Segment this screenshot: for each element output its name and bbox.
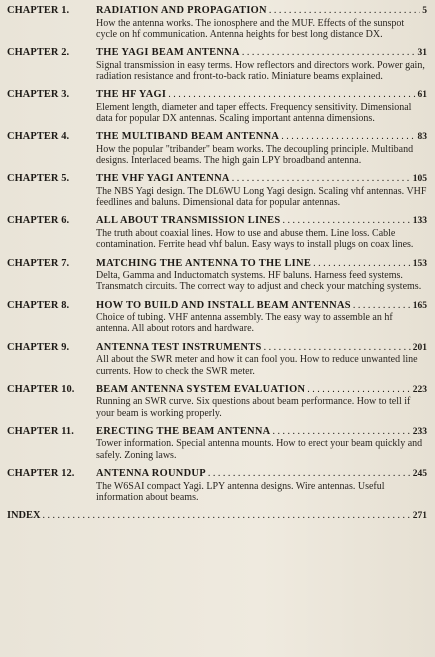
chapter-description: Signal transmission in easy terms. How reflectors and directors work. Power gain, radiation resistance and front-to-back ratio. Miniature beams explained. [96,59,425,82]
chapter-label: CHAPTER 1. [7,5,70,16]
index-label[interactable]: INDEX [7,510,41,522]
toc-entry[interactable] [7,426,427,461]
chapter-title[interactable]: MATCHING THE ANTENNA TO THE LINE [96,257,312,269]
chapter-label: CHAPTER 4. [7,131,70,143]
dot-leader [43,510,411,522]
chapter-title-line [96,47,427,59]
chapter-description: How the antenna works. The ionosphere and the MUF. Effects of the sunspot cycle on hf communication. Antenna heights for best long distance DX. [96,17,405,40]
chapter-title-line [96,215,427,227]
page-number: 133 [412,216,427,227]
toc-entry[interactable] [7,47,427,82]
toc-entry[interactable] [7,173,427,208]
page-number: 223 [412,384,427,395]
chapter-label: CHAPTER 7. [7,257,70,269]
chapter-body [96,342,427,377]
chapter-title[interactable]: RADIATION AND PROPAGATION [96,5,267,16]
chapter-title-line [96,5,427,17]
chapter-description: How the popular "tribander" beam works. The decoupling principle. Multiband designs. Interlaced beams. The high gain LPY broadband antenna. [96,143,414,167]
toc-entry[interactable] [7,384,427,419]
chapter-title-line [96,468,427,480]
chapter-label: CHAPTER 6. [7,215,70,227]
chapter-title[interactable]: THE HF YAGI [96,89,167,101]
chapter-body [96,47,427,82]
chapter-description: Choice of tubing. VHF antenna assembly. The easy way to assemble an hf antenna. All about rotors and hardware. [96,312,393,335]
toc-entry[interactable] [7,215,427,250]
chapter-label: CHAPTER 2. [7,47,70,59]
toc-entry[interactable] [7,258,427,293]
chapter-description: Element length, diameter and taper effects. Frequency sensitivity. Dimensional data for popular DX antennas. Scaling important antenna dimensions. [96,101,412,124]
dot-leader [269,5,420,17]
chapter-title[interactable]: ANTENNA ROUNDUP [96,468,206,480]
page-number: 245 [412,469,427,480]
chapter-body [96,5,427,40]
chapter-label: CHAPTER 3. [7,89,70,101]
dot-leader [272,426,410,438]
chapter-label: CHAPTER 10. [7,383,75,395]
chapter-body [96,89,427,124]
chapter-title[interactable]: ERECTING THE BEAM ANTENNA [96,425,271,437]
toc-entry[interactable] [7,5,427,40]
chapter-description: All about the SWR meter and how it can fool you. How to reduce unwanted line currents. How to check the SWR meter. [96,354,418,377]
chapter-body [96,131,427,166]
chapter-description: Running an SWR curve. Six questions about beam performance. How to tell if your beam is working properly. [96,396,411,419]
chapter-label: CHAPTER 5. [7,173,70,185]
chapter-description: The truth about coaxial lines. How to use and abuse them. Line loss. Cable contamination. Ferrite head vhf balun. Easy ways to install plugs on coax lines. [96,227,414,251]
page-number: 233 [412,426,427,437]
chapter-label: CHAPTER 8. [7,299,70,311]
chapter-title-line [96,426,427,438]
page-number: 165 [412,300,427,311]
toc-entry[interactable] [7,300,427,335]
chapter-description: Delta, Gamma and Inductomatch systems. HF baluns. Harness feed systems. Transmatch circuits. The correct way to adjust and check your matching systems. [96,270,422,293]
chapter-body [96,426,427,461]
index-entry[interactable] [7,510,427,522]
chapter-body [96,384,427,419]
toc-entry[interactable] [7,468,427,503]
chapter-title-line [96,300,427,312]
dot-leader [232,173,411,185]
chapter-body [96,173,427,208]
page-number: 271 [412,511,427,522]
chapter-title[interactable]: THE MULTIBAND BEAM ANTENNA [96,131,280,143]
chapter-title[interactable]: ALL ABOUT TRANSMISSION LINES [96,215,281,227]
chapter-title-line [96,384,427,396]
dot-leader [313,258,411,270]
dot-leader [307,384,411,396]
dot-leader [242,47,416,59]
toc-entry[interactable] [7,342,427,377]
chapter-description: The NBS Yagi design. The DL6WU Long Yagi design. Scaling vhf antennas. VHF feedlines and baluns. Dimensional data for popular antennas. [96,185,427,209]
chapter-title-line [96,342,427,354]
dot-leader [353,300,411,312]
chapter-body [96,258,427,293]
page-number: 5 [422,6,427,16]
chapter-title[interactable]: BEAM ANTENNA SYSTEM EVALUATION [96,383,306,395]
page-number: 105 [412,174,427,185]
page-number: 61 [417,90,427,101]
chapter-title[interactable]: THE YAGI BEAM ANTENNA [96,47,240,59]
chapter-title-line [96,258,427,270]
chapter-title[interactable]: HOW TO BUILD AND INSTALL BEAM ANTENNAS [96,299,351,311]
chapter-title[interactable]: THE VHF YAGI ANTENNA [96,173,230,185]
chapter-description: Tower information. Special antenna mounts. How to erect your beam quickly and safely. Zoning laws. [96,438,423,461]
dot-leader [282,215,410,227]
dot-leader [281,131,415,143]
toc-entry[interactable] [7,89,427,124]
chapter-label: CHAPTER 12. [7,468,75,480]
page-number: 83 [417,132,427,143]
chapter-body [96,215,427,250]
chapter-body [96,468,427,503]
page-number: 31 [417,48,427,59]
chapter-label: CHAPTER 9. [7,341,70,353]
chapter-body [96,300,427,335]
page-number: 201 [412,342,427,353]
chapter-title-line [96,131,427,143]
dot-leader [264,342,411,354]
toc-entry[interactable] [7,131,427,166]
chapter-label: CHAPTER 11. [7,425,74,437]
chapter-title-line [96,173,427,185]
chapter-title[interactable]: ANTENNA TEST INSTRUMENTS [96,341,262,353]
dot-leader [168,89,415,101]
dot-leader [208,468,411,480]
chapter-description: The W6SAI compact Yagi. LPY antenna designs. Wire antennas. Useful information about beams. [96,480,385,503]
chapter-title-line [96,89,427,101]
page-number: 153 [412,258,427,269]
